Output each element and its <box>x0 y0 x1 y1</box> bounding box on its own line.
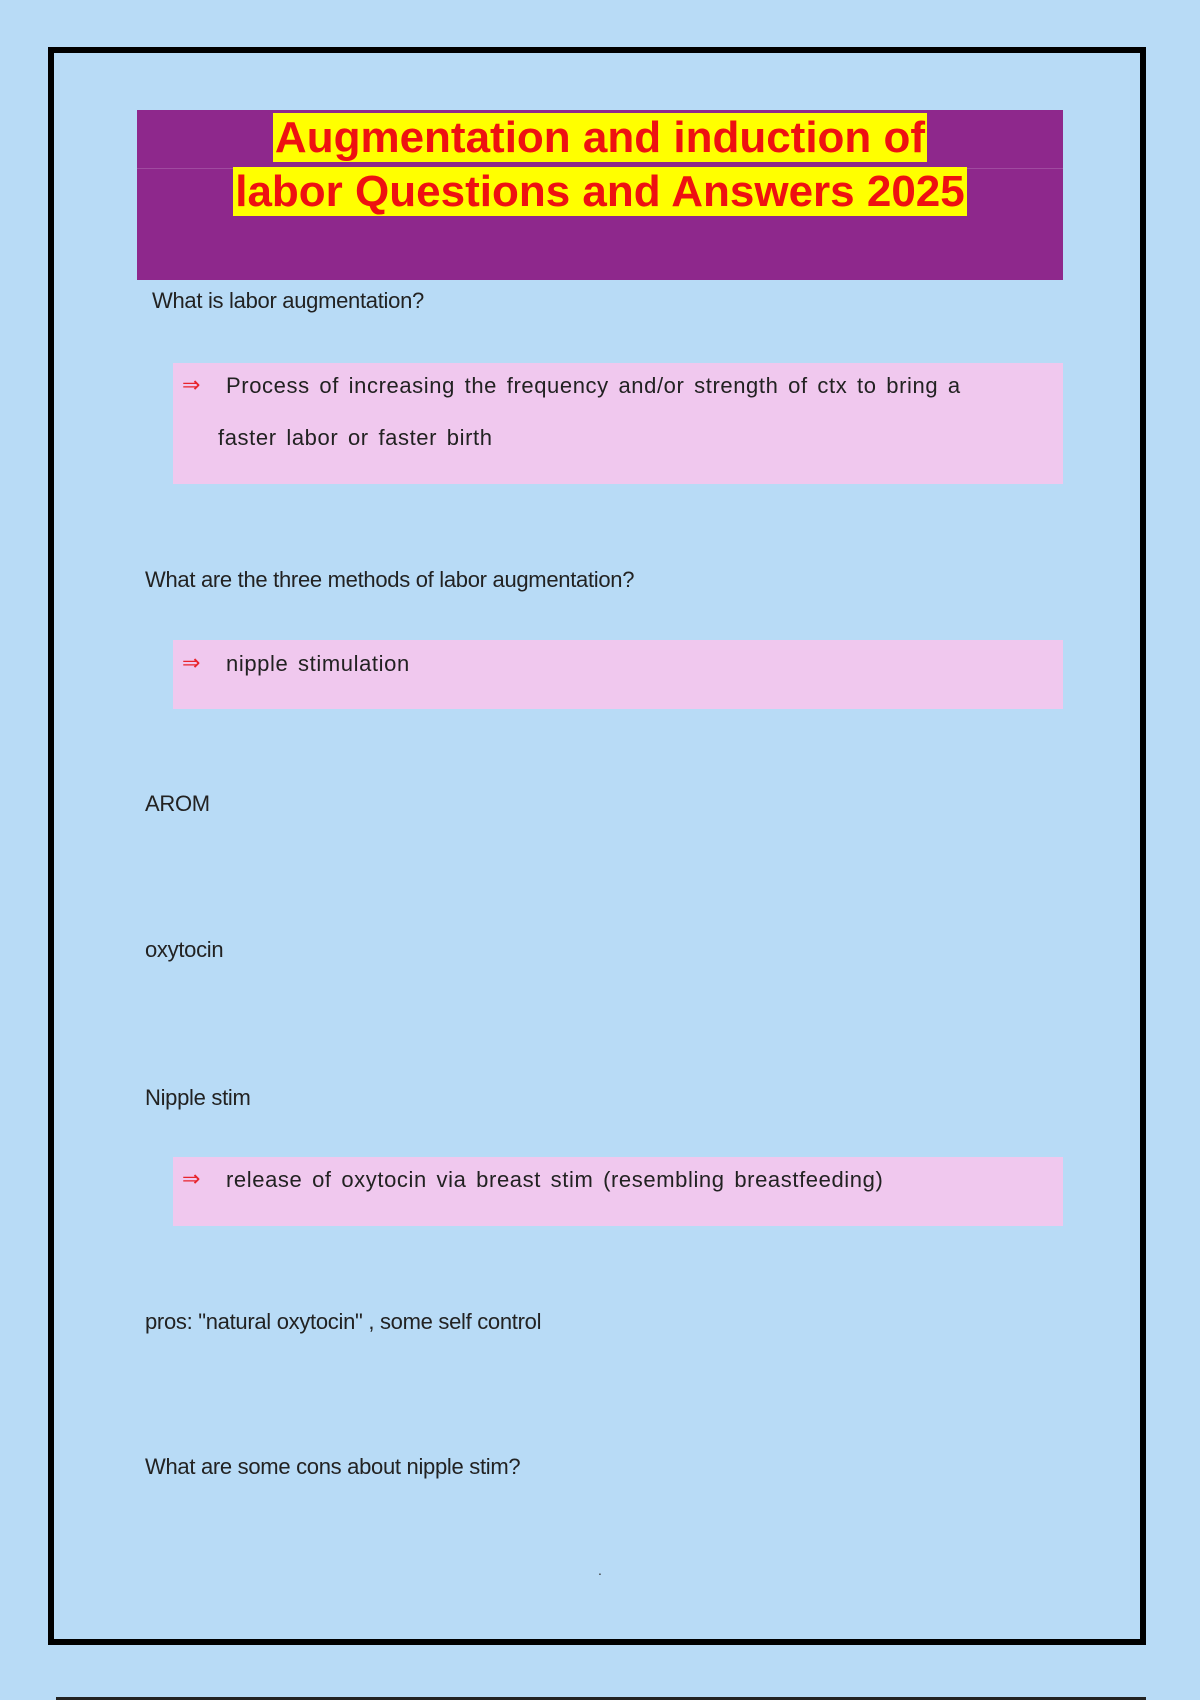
title-banner <box>137 110 1063 280</box>
line-arom: AROM <box>145 791 210 816</box>
line-pros: pros: "natural oxytocin" , some self control <box>145 1309 542 1334</box>
answer-2-text: nipple stimulation <box>226 651 410 676</box>
question-three-methods: What are the three methods of labor augmentation? <box>145 567 635 592</box>
page-frame <box>48 47 1146 1645</box>
question-labor-augmentation: What is labor augmentation? <box>152 288 424 313</box>
title-line-1 <box>137 114 1063 162</box>
answer-box-1 <box>173 363 1063 484</box>
heading-nipple-stim: Nipple stim <box>145 1085 251 1110</box>
footer-dot: . <box>598 1562 602 1578</box>
arrow-right-icon: ⇒ <box>182 651 201 676</box>
document-title-part-1: Augmentation and induction of <box>274 113 926 162</box>
title-line-2 <box>137 168 1063 216</box>
answer-box-3 <box>173 1157 1063 1226</box>
answer-1-line-1: Process of increasing the frequency and/or strength of ctx to bring a <box>226 373 961 398</box>
line-oxytocin: oxytocin <box>145 937 224 962</box>
answer-3-text: release of oxytocin via breast stim (resembling breastfeeding) <box>226 1167 884 1192</box>
document-title-part-2: labor Questions and Answers 2025 <box>235 167 965 216</box>
answer-box-2 <box>173 640 1063 709</box>
arrow-right-icon: ⇒ <box>182 1167 201 1192</box>
answer-1-line-2: faster labor or faster birth <box>218 425 493 450</box>
question-cons-nipple-stim: What are some cons about nipple stim? <box>145 1454 521 1479</box>
arrow-right-icon: ⇒ <box>182 373 201 398</box>
